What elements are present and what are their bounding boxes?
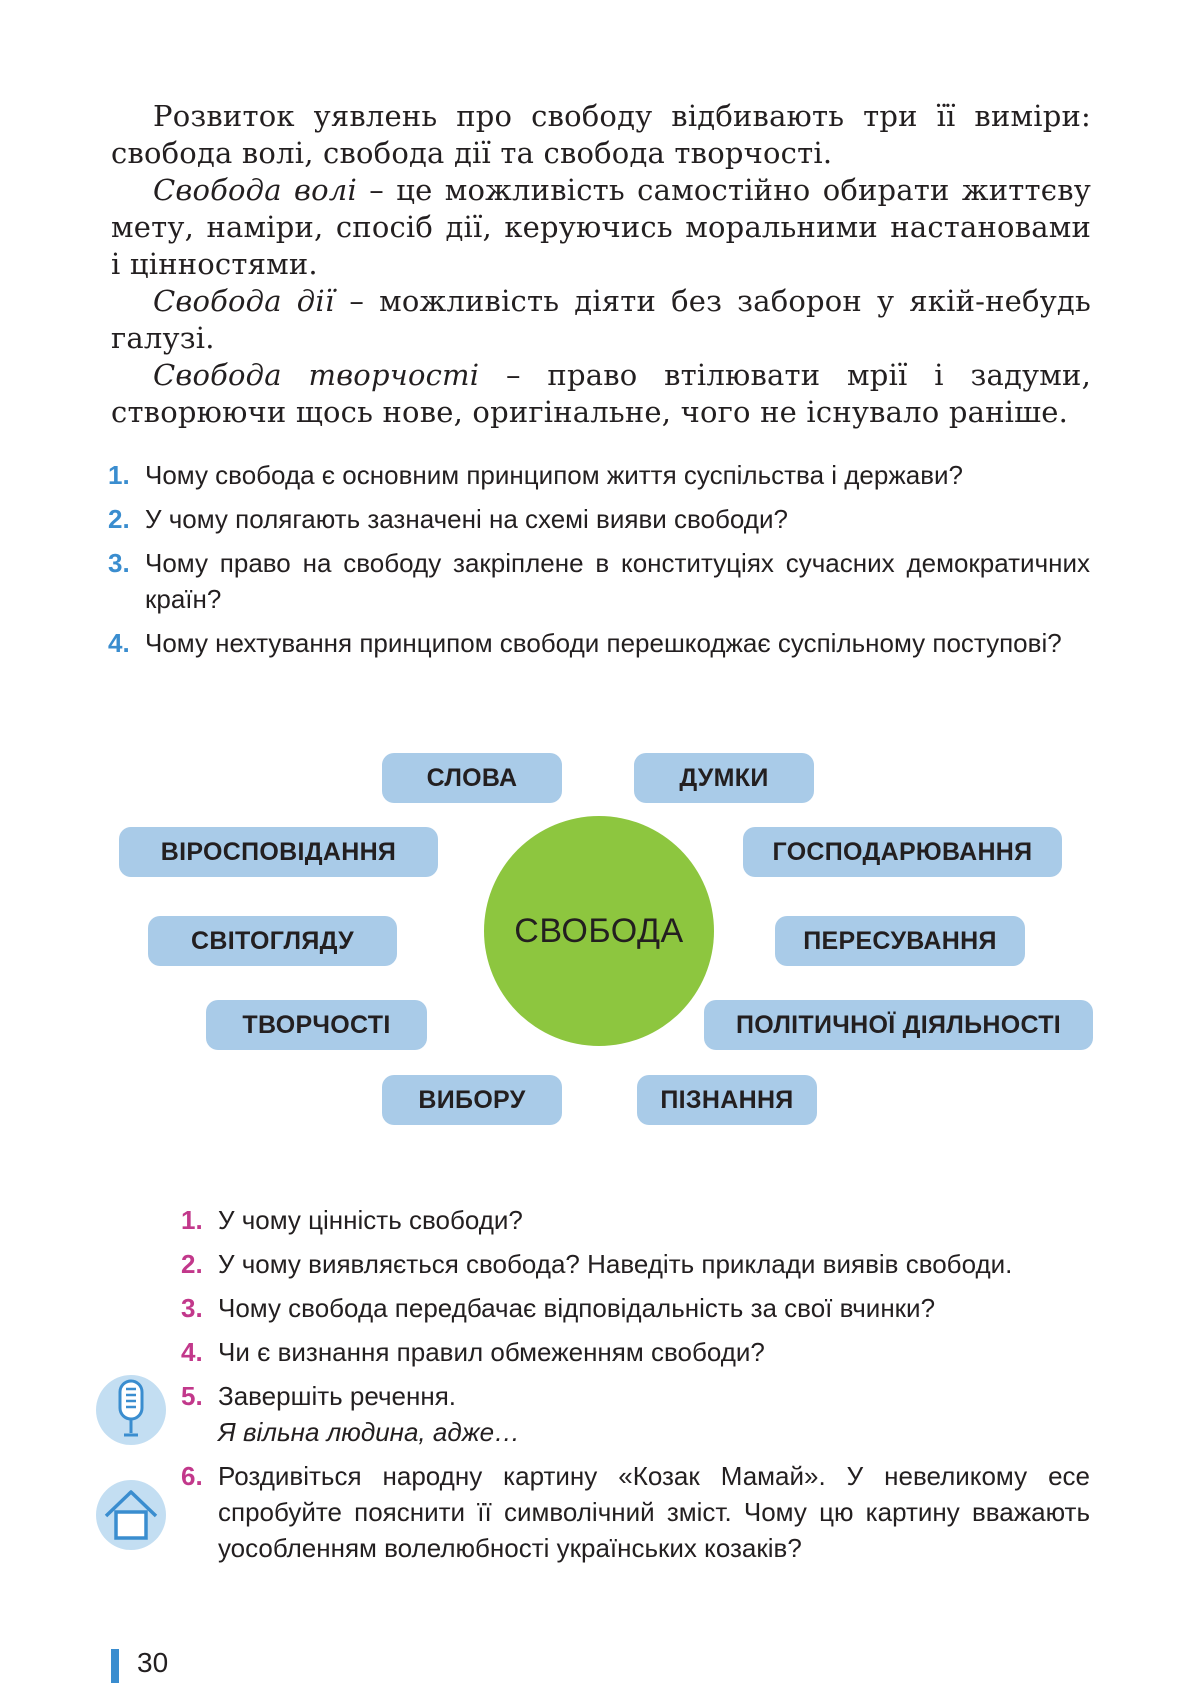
diagram-item-politychnoi-diialnosti: ПОЛІТИЧНОЇ ДІЯЛЬНОСТІ: [704, 1000, 1093, 1050]
question-subtext: Я вільна людина, адже…: [218, 1417, 521, 1447]
diagram-center-circle: СВОБОДА: [484, 816, 714, 1046]
question-number: 6.: [181, 1461, 203, 1491]
question-item: [181, 1290, 1090, 1326]
question-number: 4.: [108, 628, 130, 658]
question-text: У чому виявляється свобода? Наведіть приклади виявів свободи.: [218, 1249, 1013, 1279]
question-item: [108, 545, 1090, 617]
diagram-item-virospovidannia: ВІРОСПОВІДАННЯ: [119, 827, 438, 877]
intro-paragraph-3: [111, 283, 1091, 357]
diagram-item-svitohliadu: СВІТОГЛЯДУ: [148, 916, 397, 966]
question-item: [181, 1202, 1090, 1238]
term-freedom-of-creativity: Свобода творчості: [153, 358, 480, 392]
question-item: [181, 1458, 1090, 1566]
page-number-bar: [111, 1649, 119, 1683]
question-item: [108, 457, 1090, 493]
questions-list-1: [108, 457, 1090, 669]
question-item: [181, 1378, 1090, 1450]
intro-paragraph-1: Розвиток уявлень про свободу відбивають три її виміри: свобода волі, свобода дії та свобода творчості.: [111, 99, 1091, 170]
question-item: [181, 1334, 1090, 1370]
question-number: 1.: [108, 460, 130, 490]
intro-text: [111, 98, 1091, 431]
definition-freedom-of-action: – можливість діяти без заборон у якій-небудь галузі.: [111, 284, 1091, 355]
term-freedom-of-will: Свобода волі: [153, 173, 357, 207]
microphone-icon: [96, 1375, 166, 1445]
question-number: 2.: [108, 504, 130, 534]
home-icon: [96, 1480, 166, 1550]
question-text: Чи є визнання правил обмеженням свободи?: [218, 1337, 765, 1367]
diagram-item-hospodariuvannia: ГОСПОДАРЮВАННЯ: [743, 827, 1062, 877]
diagram-item-tvorchosti: ТВОРЧОСТІ: [206, 1000, 427, 1050]
question-text: Чому свобода передбачає відповідальність за свої вчинки?: [218, 1293, 936, 1323]
question-number: 1.: [181, 1205, 203, 1235]
question-text: Роздивіться народну картину «Козак Мамай». У невеликому есе спробуйте пояснити її символічний зміст. Чому цю картину вважають уособленням волелюбності українських козаків?: [218, 1461, 1090, 1563]
diagram-item-peresuvannia: ПЕРЕСУВАННЯ: [775, 916, 1025, 966]
question-item: [108, 625, 1090, 661]
question-item: [108, 501, 1090, 537]
intro-paragraph-4: [111, 357, 1091, 431]
definition-freedom-of-creativity: – право втілювати мрії і задуми, створюючи щось нове, оригінальне, чого не існувало раніше.: [111, 358, 1091, 429]
diagram-item-piznannia: ПІЗНАННЯ: [637, 1075, 817, 1125]
definition-freedom-of-will: – це можливість самостійно обирати життєву мету, наміри, спосіб дії, керуючись моральними настановами і цінностями.: [111, 173, 1091, 281]
question-text: Чому право на свободу закріплене в конституціях сучасних демократичних країн?: [145, 548, 1090, 614]
question-text: Чому нехтування принципом свободи перешкоджає суспільному поступові?: [145, 628, 1062, 658]
question-text: Завершіть речення.: [218, 1381, 456, 1411]
intro-paragraph-2: [111, 172, 1091, 283]
term-freedom-of-action: Свобода дії: [153, 284, 335, 318]
question-number: 3.: [108, 548, 130, 578]
question-text: У чому цінність свободи?: [218, 1205, 523, 1235]
question-text: У чому полягають зазначені на схемі вияви свободи?: [145, 504, 788, 534]
question-number: 2.: [181, 1249, 203, 1279]
question-number: 3.: [181, 1293, 203, 1323]
diagram-item-dumky: ДУМКИ: [634, 753, 814, 803]
questions-list-2: [181, 1202, 1090, 1574]
question-text: Чому свобода є основним принципом життя суспільства і держави?: [145, 460, 963, 490]
diagram-item-vyboru: ВИБОРУ: [382, 1075, 562, 1125]
page-number: 30: [137, 1647, 169, 1678]
question-number: 5.: [181, 1381, 203, 1411]
question-item: [181, 1246, 1090, 1282]
diagram-item-slova: СЛОВА: [382, 753, 562, 803]
question-number: 4.: [181, 1337, 203, 1367]
